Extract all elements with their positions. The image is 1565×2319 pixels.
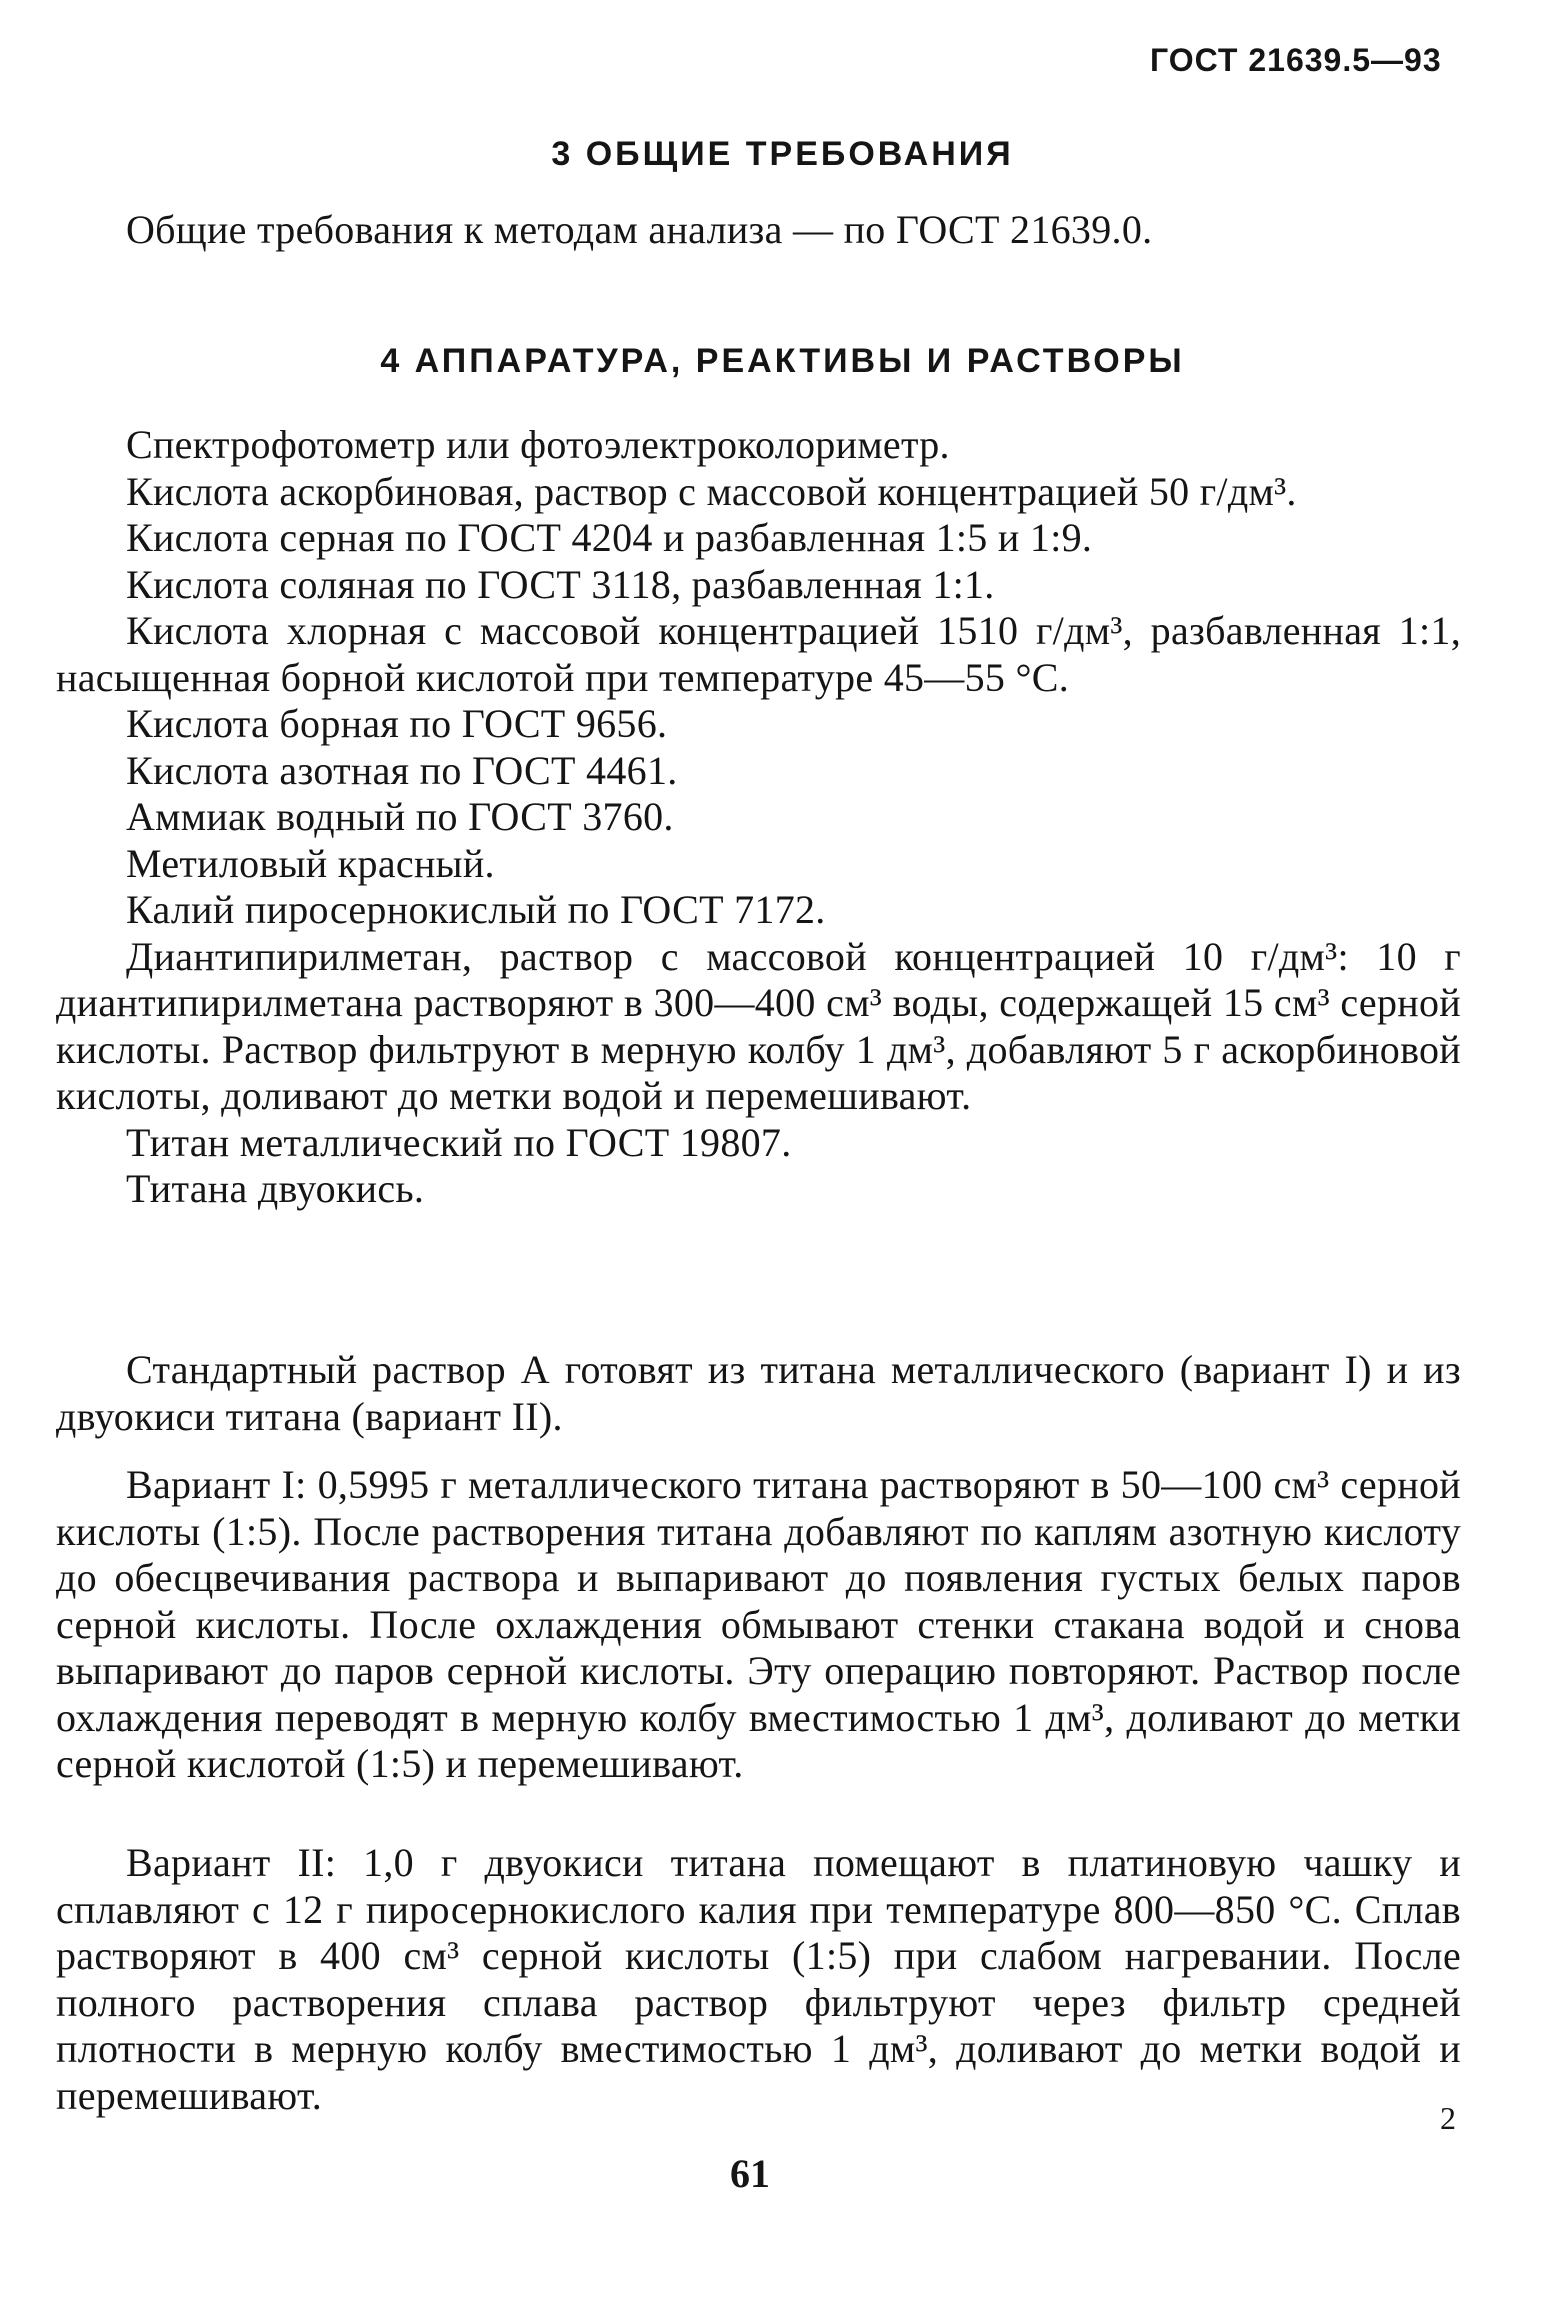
list-item: Кислота борная по ГОСТ 9656.	[126, 701, 668, 746]
sheet-mark: 2	[1440, 2100, 1456, 2136]
list-item: Кислота хлорная с массовой концентрацией 1510 г/дм³, разбавленная 1:1, насыщенная борной кислотой при температуре 45—55 °С.	[56, 608, 1461, 700]
section-4-title: 4 АППАРАТУРА, РЕАКТИВЫ И РАСТВОРЫ	[380, 342, 1185, 380]
list-item: Метиловый красный.	[126, 840, 495, 886]
section-3-text	[56, 207, 1461, 254]
list-item: Кислота соляная по ГОСТ 3118, разбавленная 1:1.	[126, 561, 995, 607]
list-item: Аммиак водный по ГОСТ 3760.	[126, 794, 674, 839]
reagents-list	[56, 422, 1461, 1213]
section-3-title: 3 ОБЩИЕ ТРЕБОВАНИЯ	[551, 135, 1014, 173]
list-item: Калий пиросернокислый по ГОСТ 7172.	[126, 887, 826, 932]
list-item: Кислота азотная по ГОСТ 4461.	[126, 747, 678, 793]
list-item: Кислота аскорбиновая, раствор с массовой концентрацией 50 г/дм³.	[126, 468, 1297, 514]
list-item: Титан металлический по ГОСТ 19807.	[126, 1119, 792, 1165]
paragraph: Вариант II: 1,0 г двуокиси титана помещают в платиновую чашку и сплавляют с 12 г пиросернокислого калия при температуре 800—850 °С. Сплав растворяют в 400 см³ серной кислоты (1:5) при слабом нагревании. После полного растворения сплава раствор фильтруют через фильтр средней плотности в мерную колбу вместимостью 1 дм³, доливают до метки водой и перемешивают.	[56, 1840, 1461, 2118]
paragraph: Стандартный раствор А готовят из титана металлического (вариант I) и из двуокиси титана (вариант II).	[56, 1347, 1461, 1439]
paragraph: Вариант I: 0,5995 г металлического титана растворяют в 50—100 см³ серной кислоты (1:5). После растворения титана добавляют по каплям азотную кислоту до обесцвечивания раствора и выпаривают до появления густых белых паров серной кислоты. После охлаждения обмывают стенки стакана водой и снова выпаривают до паров серной кислоты. Эту операцию повторяют. Раствор после охлаждения переводят в мерную колбу вместимостью 1 дм³, доливают до метки серной кислотой (1:5) и перемешивают.	[56, 1462, 1461, 1786]
list-item: Спектрофотометр или фотоэлектроколориметр.	[126, 422, 950, 467]
paragraph: Общие требования к методам анализа — по ГОСТ 21639.0.	[126, 207, 1153, 252]
page-number: 61	[730, 2151, 770, 2196]
list-item: Диантипирилметан, раствор с массовой концентрацией 10 г/дм³: 10 г диантипирилметана растворяют в 300—400 см³ воды, содержащей 15 см³ серной кислоты. Раствор фильтруют в мерную колбу 1 дм³, добавляют 5 г аскорбиновой кислоты, доливают до метки водой и перемешивают.	[56, 933, 1461, 1118]
list-item: Кислота серная по ГОСТ 4204 и разбавленная 1:5 и 1:9.	[126, 515, 1093, 560]
variant-1-paragraph	[56, 1462, 1461, 1788]
variant-2-paragraph	[56, 1840, 1461, 2119]
list-item: Титана двуокись.	[126, 1166, 425, 1211]
document-code: ГОСТ 21639.5—93	[1150, 42, 1442, 78]
standard-solution-paragraph	[56, 1347, 1461, 1440]
